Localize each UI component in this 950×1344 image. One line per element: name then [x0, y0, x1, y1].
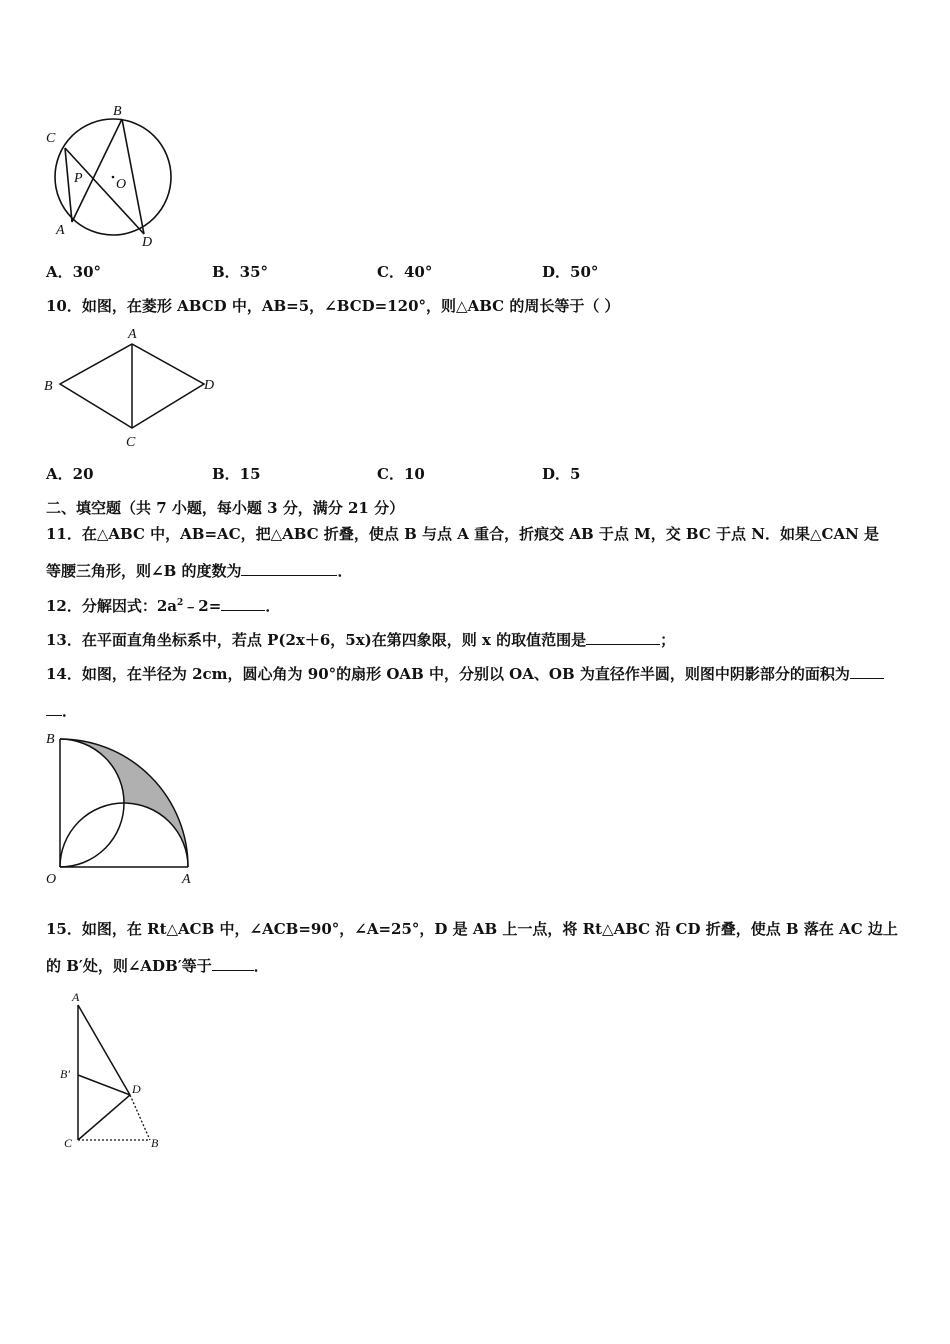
q13-answer-blank[interactable] [586, 630, 660, 645]
q9-label-c: C [46, 131, 56, 146]
q11-line2-prefix: 等腰三角形，则∠B 的度数为 [46, 562, 242, 580]
q13-end: ； [660, 631, 676, 649]
q10-label-a: A [128, 327, 137, 342]
q10-label-c: C [126, 435, 136, 450]
q15-label-b: B [151, 1136, 159, 1150]
q10-option-c: C．10 [377, 465, 425, 483]
q11-answer-blank[interactable] [241, 561, 337, 576]
q10-label-d: D [204, 378, 215, 393]
q15-line2-end: ． [253, 957, 269, 975]
q15-label-a: A [72, 990, 80, 1004]
q13-line [46, 629, 675, 650]
q15-answer-blank[interactable] [212, 956, 254, 971]
section2-heading: 二、填空题（共 7 小题，每小题 3 分，满分 21 分） [46, 499, 405, 517]
q10-option-d: D．5 [542, 465, 581, 483]
q14-answer-blank-cont[interactable] [46, 701, 62, 716]
q12-end: ． [265, 597, 281, 615]
q11-line2 [46, 560, 353, 581]
q14-line1 [46, 663, 884, 684]
q10-label-b: B [44, 379, 53, 394]
q9-circle-figure [40, 98, 190, 250]
q15-label-b-prime: B′ [60, 1067, 70, 1081]
q12-line [46, 595, 280, 616]
q15-label-c: C [64, 1136, 73, 1150]
q14-sector-figure [40, 725, 210, 890]
q15-fold-cd [78, 1095, 130, 1140]
q9-label-o: O [116, 177, 127, 192]
q15-segment-b1d [78, 1075, 130, 1095]
q9-option-c: C．40° [377, 263, 433, 281]
q15-line2 [46, 955, 269, 976]
q10-stem: 10．如图，在菱形 ABCD 中，AB=5，∠BCD=120°，则△ABC 的周长等于（ ） [46, 297, 620, 315]
q11-line1: 11．在△ABC 中，AB=AC，把△ABC 折叠，使点 B 与点 A 重合，折痕交 AB 于点 M，交 BC 于点 N．如果△CAN 是 [46, 525, 880, 543]
q9-label-d: D [142, 235, 153, 250]
q9-option-b: B．35° [212, 263, 269, 281]
q12-answer-blank[interactable] [221, 596, 265, 611]
q13-text: 13．在平面直角坐标系中，若点 P(2x＋6，5x)在第四象限，则 x 的取值范围是 [46, 631, 587, 649]
q10-option-a: A．20 [46, 465, 94, 483]
q15-line1: 15．如图，在 Rt△ACB 中，∠ACB=90°，∠A=25°，D 是 AB 上一点，将 Rt△ABC 沿 CD 折叠，使点 B 落在 AC 边上 [46, 920, 898, 938]
q14-answer-blank[interactable] [850, 664, 884, 679]
q15-side-ad [78, 1005, 130, 1095]
q9-label-b: B [113, 104, 122, 119]
q9-center-dot [112, 176, 115, 179]
q10-rhombus-figure [40, 322, 230, 452]
q15-triangle-figure [50, 985, 180, 1155]
q9-option-a: A．30° [46, 263, 102, 281]
q11-line2-suffix: ． [337, 562, 353, 580]
q15-label-d: D [132, 1082, 141, 1096]
q12-suffix: ﹣2= [183, 597, 222, 615]
q14-label-o: O [46, 872, 57, 887]
q14-label-b: B [46, 732, 55, 747]
q12-superscript: 2 [177, 598, 184, 608]
q9-chord-cd [65, 148, 144, 234]
q14-label-a: A [182, 872, 191, 887]
q14-line2 [46, 700, 77, 721]
q10-option-b: B．15 [212, 465, 261, 483]
q14-line2-end: ． [62, 702, 78, 720]
q9-option-d: D．50° [542, 263, 599, 281]
q14-text: 14．如图，在半径为 2cm，圆心角为 90°的扇形 OAB 中，分别以 OA、OB 为直径作半圆，则图中阴影部分的面积为 [46, 665, 850, 683]
q9-label-p: P [74, 171, 83, 186]
q9-label-a: A [56, 223, 65, 238]
q15-line2-prefix: 的 B′处，则∠ADB′等于 [46, 957, 212, 975]
q15-dashed-db [130, 1095, 150, 1140]
q12-prefix: 12．分解因式：2a [46, 597, 178, 615]
